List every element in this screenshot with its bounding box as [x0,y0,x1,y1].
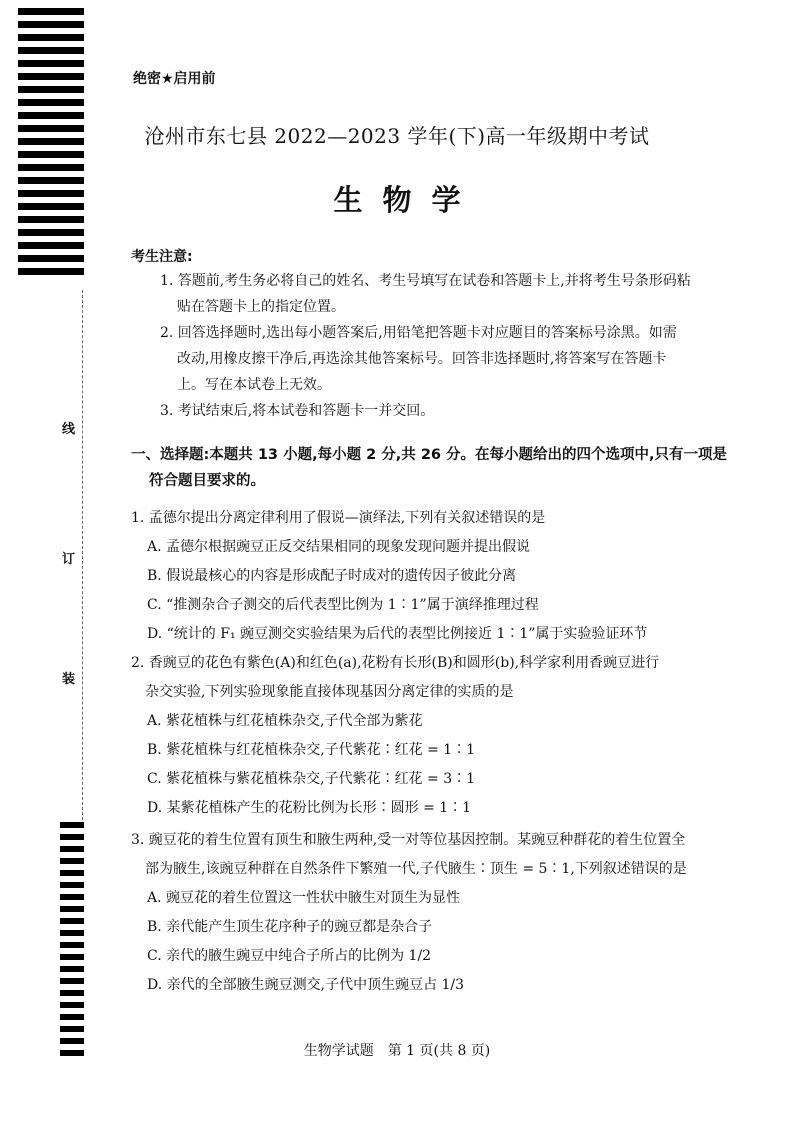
notice-line: 上。写在本试卷上无效。 [177,377,331,393]
exam-title: 沧州市东七县 2022—2023 学年(下)高一年级期中考试 [144,124,650,148]
option-b: B. 紫花植株与红花植株杂交,子代紫花∶红花 = 1∶1 [147,742,476,758]
section-heading-line: 一、选择题:本题共 13 小题,每小题 2 分,共 26 分。在每小题给出的四个选项中,只有一项是 [131,447,728,463]
notice-list [160,268,745,424]
notice-line: 1. 答题前,考生务必将自己的姓名、考生号填写在试卷和答题卡上,并将考生号条形码粘 [160,273,691,289]
secret-mark: 绝密★启用前 [133,71,216,87]
option-b: B. 亲代能产生顶生花序种子的豌豆都是杂合子 [147,919,433,935]
option-a: A. 孟德尔根据豌豆正反交结果相同的现象发现问题并提出假说 [147,539,531,555]
notice-line: 2. 回答选择题时,选出每小题答案后,用铅笔把答题卡对应题目的答案标号涂黑。如需 [160,325,677,341]
question-stem: 部为腋生,该豌豆种群在自然条件下繁殖一代,子代腋生∶顶生 = 5∶1,下列叙述错误的是 [145,861,687,877]
binding-char-order: 订 [62,552,76,567]
notice-line: 改动,用橡皮擦干净后,再选涂其他答案标号。回答非选择题时,将答案写在答题卡 [177,351,667,367]
option-c: C. 亲代的腋生豌豆中纯合子所占的比例为 1/2 [147,948,432,964]
question-stem: 3. 豌豆花的着生位置有顶生和腋生两种,受一对等位基因控制。某豌豆种群花的着生位置全 [131,832,686,848]
question-3 [131,826,751,1000]
section-heading-line: 符合题目要求的。 [149,473,265,489]
question-2 [131,649,751,823]
question-1 [131,504,751,649]
option-a: A. 紫花植株与红花植株杂交,子代全部为紫花 [147,713,423,729]
option-b: B. 假说最核心的内容是形成配子时成对的遗传因子彼此分离 [147,568,517,584]
subject-title: 生物学 [333,183,481,217]
question-stem: 1. 孟德尔提出分离定律利用了假说—演绎法,下列有关叙述错误的是 [131,510,546,526]
option-c: C. “推测杂合子测交的后代表型比例为 1∶1”属于演绎推理过程 [147,597,539,613]
notice-line: 3. 考试结束后,将本试卷和答题卡一并交回。 [160,403,435,419]
option-d: D. 某紫花植株产生的花粉比例为长形∶圆形 = 1∶1 [147,800,472,816]
page-footer: 生物学试题 第 1 页(共 8 页) [303,1043,491,1059]
binding-char-bind: 装 [62,672,76,687]
section-heading [131,442,751,494]
option-c: C. 紫花植株与紫花植株杂交,子代紫花∶红花 = 3∶1 [147,771,476,787]
barcode-strip-bottom [60,822,84,1067]
notice-line: 贴在答题卡上的指定位置。 [177,299,345,315]
binding-char-line: 线 [62,422,76,437]
option-d: D. 亲代的全部腋生豌豆测交,子代中顶生豌豆占 1/3 [147,977,465,993]
option-d: D. “统计的 F₁ 豌豆测交实验结果为后代的表型比例接近 1∶1”属于实验验证环节 [147,626,648,642]
binding-dashed-line [82,290,83,820]
question-stem: 2. 香豌豆的花色有紫色(A)和红色(a),花粉有长形(B)和圆形(b),科学家利用香豌豆进行 [131,655,660,671]
question-stem: 杂交实验,下列实验现象能直接体现基因分离定律的实质的是 [145,684,514,700]
notice-heading: 考生注意: [131,249,193,265]
barcode-strip-top [18,8,84,290]
option-a: A. 豌豆花的着生位置这一性状中腋生对顶生为显性 [147,890,461,906]
